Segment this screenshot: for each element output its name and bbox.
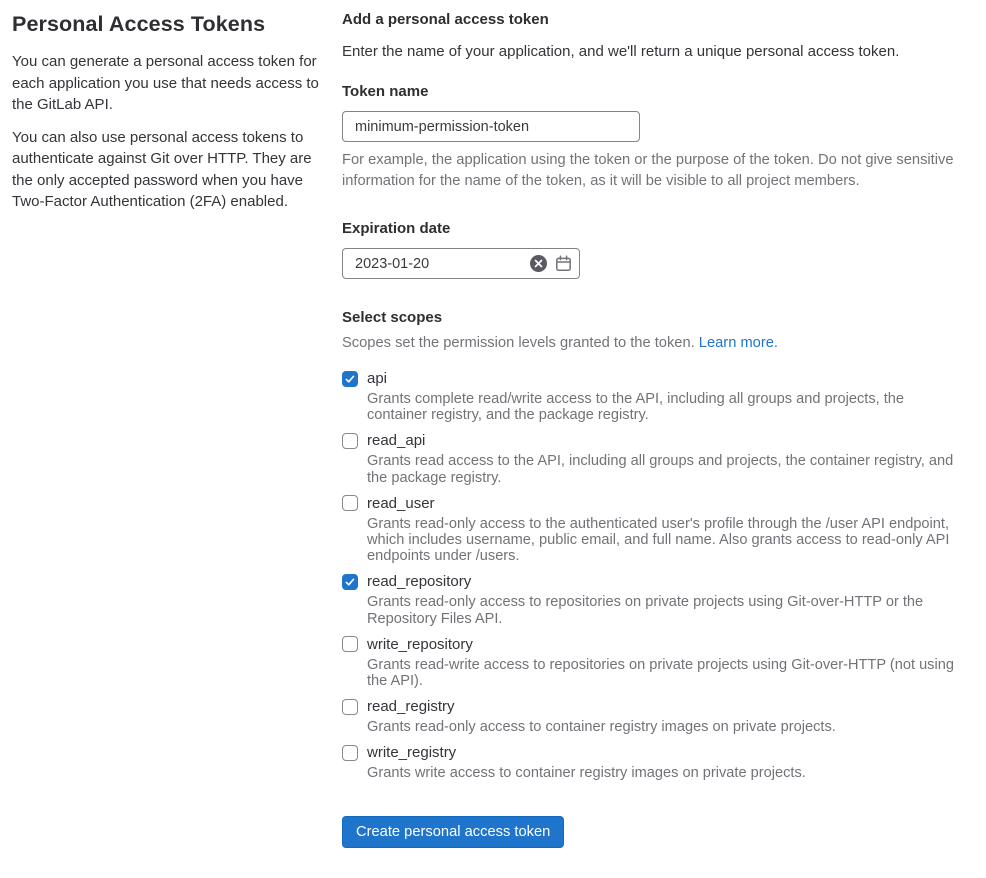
checkbox-api[interactable]	[342, 371, 358, 387]
scope-description: Grants read-write access to repositories on private projects using Git-over-HTTP (not using the API).	[367, 656, 954, 690]
scope-label[interactable]: read_repository	[367, 573, 472, 591]
scope-label[interactable]: api	[367, 370, 388, 387]
select-scopes-label: Select scopes	[342, 309, 443, 326]
token-form	[342, 0, 986, 878]
scope-label[interactable]: read_user	[367, 494, 435, 512]
scope-item-read_registry	[342, 698, 963, 735]
checkbox-read_user[interactable]	[342, 495, 358, 511]
clear-date-icon[interactable]	[529, 255, 547, 273]
scope-checkbox-row[interactable]	[342, 636, 963, 653]
expiration-date-group	[342, 220, 963, 279]
form-description: Enter the name of your application, and we'll return a unique personal access token.	[342, 43, 900, 60]
intro-paragraph-2: You can also use personal access tokens to authenticate against Git over HTTP. They are the only accepted password when you have Two-Factor Authentication (2FA) enabled.	[12, 128, 312, 210]
scope-item-read_api	[342, 432, 963, 485]
scope-label[interactable]: read_api	[367, 432, 426, 450]
page-title: Personal Access Tokens	[12, 12, 266, 36]
token-name-label: Token name	[342, 83, 429, 100]
expiration-date-input[interactable]	[343, 256, 529, 272]
create-token-button[interactable]: Create personal access token	[342, 816, 564, 848]
token-name-group	[342, 83, 963, 192]
scope-item-read_repository	[342, 573, 963, 626]
scope-label[interactable]: read_registry	[367, 698, 455, 716]
scope-description: Grants write access to container registry images on private projects.	[367, 765, 806, 782]
intro-paragraph-1: You can generate a personal access token for each application you use that needs access to the GitLab API.	[12, 53, 319, 113]
scope-label[interactable]: write_registry	[367, 744, 457, 762]
expiration-date-label: Expiration date	[342, 220, 451, 237]
scope-description: Grants read-only access to repositories on private projects using Git-over-HTTP or the Repository Files API.	[367, 594, 924, 627]
scopes-hint	[342, 335, 963, 351]
scope-checkbox-row[interactable]	[342, 744, 963, 761]
checkbox-write_registry[interactable]	[342, 745, 358, 761]
scopes-hint-text: Scopes set the permission levels granted to the token.	[342, 335, 695, 351]
scope-item-write_repository	[342, 636, 963, 689]
scope-checkbox-row[interactable]	[342, 495, 963, 512]
form-heading: Add a personal access token	[342, 11, 549, 28]
scope-checkbox-row[interactable]	[342, 370, 963, 387]
scope-description: Grants read-only access to the authenticated user's profile through the /user API endpoint, which includes username, public email, and full name. Also grants access to read-only API endpoints under /users.	[367, 515, 950, 565]
settings-sidebar-description	[0, 0, 342, 878]
select-scopes-group	[342, 309, 963, 782]
scope-item-read_user	[342, 495, 963, 565]
scope-description: Grants read access to the API, including all groups and projects, the container registry, and the package registry.	[367, 453, 954, 486]
scope-label[interactable]: write_repository	[367, 635, 473, 653]
calendar-icon[interactable]	[554, 255, 572, 273]
scope-description: Grants complete read/write access to the API, including all groups and projects, the container registry, and the package registry.	[367, 391, 905, 424]
expiration-date-field[interactable]	[342, 248, 580, 279]
checkbox-read_api[interactable]	[342, 433, 358, 449]
checkbox-read_repository[interactable]	[342, 574, 358, 590]
scope-checkbox-row[interactable]	[342, 698, 963, 715]
scope-item-write_registry	[342, 744, 963, 781]
scope-description: Grants read-only access to container registry images on private projects.	[367, 719, 836, 736]
token-name-input[interactable]	[342, 111, 640, 142]
checkbox-write_repository[interactable]	[342, 636, 358, 652]
checkbox-read_registry[interactable]	[342, 699, 358, 715]
token-name-hint: For example, the application using the token or the purpose of the token. Do not give sensitive information for the name of the token, as it will be visible to all project members.	[342, 152, 954, 189]
scope-checkbox-row[interactable]	[342, 573, 963, 590]
scope-checkbox-row[interactable]	[342, 432, 963, 449]
scope-item-api	[342, 370, 963, 423]
learn-more-link[interactable]: Learn more.	[698, 335, 778, 351]
